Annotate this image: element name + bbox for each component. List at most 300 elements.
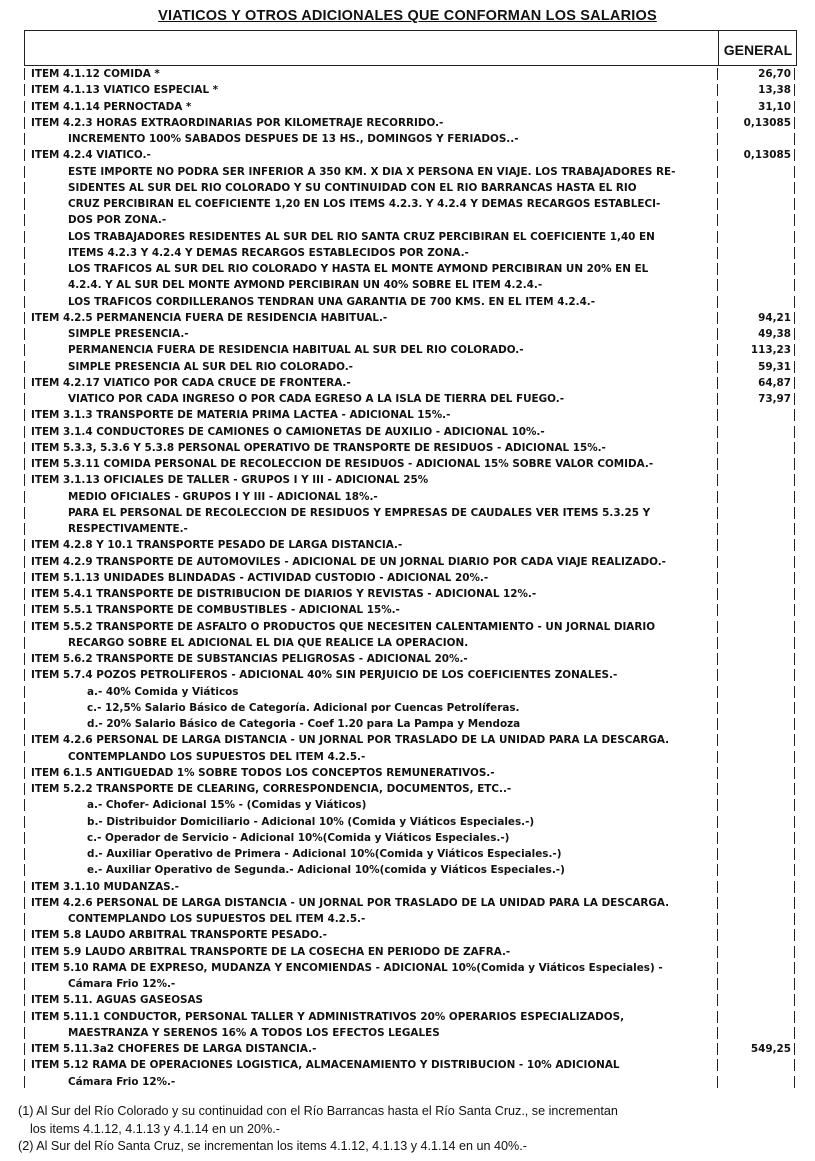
row-left-rule	[24, 572, 25, 584]
row-middle-rule	[717, 361, 718, 373]
row-text: LOS TRAFICOS AL SUR DEL RIO COLORADO Y HASTA EL MONTE AYMOND PERCIBIRAN UN 20% EN EL	[68, 263, 649, 275]
row-middle-rule	[717, 913, 718, 925]
row-value-general: 64,87	[758, 376, 791, 389]
table-row	[0, 180, 815, 196]
table-row	[0, 797, 815, 813]
row-right-rule	[794, 474, 795, 486]
row-middle-rule	[717, 101, 718, 113]
row-left-rule	[24, 1027, 25, 1039]
row-text: RECARGO SOBRE EL ADICIONAL EL DIA QUE REALICE LA OPERACION.	[68, 636, 469, 649]
table-row	[0, 407, 815, 423]
table-row	[0, 294, 815, 310]
row-middle-rule	[717, 474, 718, 486]
table-row	[0, 781, 815, 797]
row-right-rule	[794, 669, 795, 681]
row-right-rule	[794, 686, 795, 698]
row-left-rule	[24, 669, 25, 681]
row-right-rule	[794, 637, 795, 649]
row-left-rule	[24, 523, 25, 535]
row-value-general: 94,21	[758, 311, 791, 324]
row-text: ITEM 4.1.13 VIATICO ESPECIAL *	[31, 84, 219, 97]
table-row	[0, 489, 815, 505]
row-left-rule	[24, 1043, 25, 1055]
row-middle-rule	[717, 182, 718, 194]
row-middle-rule	[717, 214, 718, 226]
table-row	[0, 830, 815, 846]
row-right-rule	[794, 864, 795, 876]
row-right-rule	[794, 296, 795, 308]
row-middle-rule	[717, 1059, 718, 1071]
row-middle-rule	[717, 133, 718, 145]
row-right-rule	[794, 344, 795, 356]
table-row	[0, 310, 815, 326]
row-text: MEDIO OFICIALES - GRUPOS I Y III - ADICIONAL 18%.-	[68, 490, 378, 503]
row-right-rule	[794, 442, 795, 454]
row-text: LOS TRABAJADORES RESIDENTES AL SUR DEL RIO SANTA CRUZ PERCIBIRAN EL COEFICIENTE 1,40 EN	[68, 230, 655, 243]
table-row	[0, 115, 815, 131]
row-middle-rule	[717, 864, 718, 876]
row-middle-rule	[717, 962, 718, 974]
row-middle-rule	[717, 686, 718, 698]
row-left-rule	[24, 897, 25, 909]
row-value-general: 13,38	[758, 84, 791, 97]
table-row	[0, 505, 815, 521]
row-middle-rule	[717, 604, 718, 616]
row-middle-rule	[717, 426, 718, 438]
table-row	[0, 164, 815, 180]
row-left-rule	[24, 929, 25, 941]
row-left-rule	[24, 149, 25, 161]
row-text: ITEM 3.1.3 TRANSPORTE DE MATERIA PRIMA LACTEA - ADICIONAL 15%.-	[31, 409, 451, 422]
row-left-rule	[24, 491, 25, 503]
row-text: ITEM 4.1.12 COMIDA *	[31, 68, 160, 80]
row-middle-rule	[717, 491, 718, 503]
row-middle-rule	[717, 816, 718, 828]
row-text: ITEM 5.3.11 COMIDA PERSONAL DE RECOLECCION DE RESIDUOS - ADICIONAL 15% SOBRE VALOR COMIDA.-	[31, 458, 654, 470]
row-text: ITEM 6.1.5 ANTIGUEDAD 1% SOBRE TODOS LOS CONCEPTOS REMUNERATIVOS.-	[31, 766, 495, 779]
table-row	[0, 895, 815, 911]
row-left-rule	[24, 117, 25, 129]
row-value-general: 0,13085	[743, 116, 791, 129]
row-left-rule	[24, 198, 25, 210]
row-right-rule	[794, 799, 795, 811]
row-middle-rule	[717, 572, 718, 584]
row-text: LOS TRAFICOS CORDILLERANOS TENDRAN UNA GARANTIA DE 700 KMS. EN EL ITEM 4.2.4.-	[68, 295, 596, 308]
table-row	[0, 277, 815, 293]
row-right-rule	[794, 458, 795, 470]
row-text: d.- Auxiliar Operativo de Primera - Adicional 10%(Comida y Viáticos Especiales.-)	[87, 848, 562, 860]
row-text: ITEM 5.6.2 TRANSPORTE DE SUBSTANCIAS PELIGROSAS - ADICIONAL 20%.-	[31, 653, 468, 665]
row-middle-rule	[717, 442, 718, 454]
table-row	[0, 82, 815, 98]
row-middle-rule	[717, 897, 718, 909]
row-text: ITEM 5.5.1 TRANSPORTE DE COMBUSTIBLES - ADICIONAL 15%.-	[31, 604, 400, 617]
row-text: ITEM 5.2.2 TRANSPORTE DE CLEARING, CORRESPONDENCIA, DOCUMENTOS, ETC..-	[31, 783, 512, 795]
table-row	[0, 456, 815, 472]
row-left-rule	[24, 214, 25, 226]
table-row	[0, 1074, 815, 1090]
row-text: e.- Auxiliar Operativo de Segunda.- Adicional 10%(comida y Viáticos Especiales.-)	[87, 864, 565, 877]
row-right-rule	[794, 929, 795, 941]
row-left-rule	[24, 604, 25, 616]
table-row	[0, 732, 815, 748]
row-text: PARA EL PERSONAL DE RECOLECCION DE RESIDUOS Y EMPRESAS DE CAUDALES VER ITEMS 5.3.25 Y	[68, 506, 651, 519]
row-right-rule	[794, 702, 795, 714]
row-left-rule	[24, 84, 25, 96]
table-row	[0, 814, 815, 830]
row-right-rule	[794, 881, 795, 893]
row-text: ITEM 5.9 LAUDO ARBITRAL TRANSPORTE DE LA COSECHA EN PERIODO DE ZAFRA.-	[31, 945, 511, 958]
table-row	[0, 375, 815, 391]
row-right-rule	[794, 572, 795, 584]
table-row	[0, 846, 815, 862]
table-row	[0, 440, 815, 456]
row-text: d.- 20% Salario Básico de Categoria - Coef 1.20 para La Pampa y Mendoza	[87, 718, 521, 730]
row-middle-rule	[717, 117, 718, 129]
table-row	[0, 99, 815, 115]
row-left-rule	[24, 133, 25, 145]
row-text: c.- Operador de Servicio - Adicional 10%(Comida y Viáticos Especiales.-)	[87, 831, 510, 844]
footnote-1: (1) Al Sur del Río Colorado y su continuidad con el Río Barrancas hasta el Río Santa Cruz., se incrementan	[18, 1104, 618, 1118]
row-right-rule	[794, 361, 795, 373]
row-right-rule	[794, 426, 795, 438]
table-row	[0, 196, 815, 212]
row-left-rule	[24, 848, 25, 860]
row-text: ITEM 4.2.3 HORAS EXTRAORDINARIAS POR KILOMETRAJE RECORRIDO.-	[31, 116, 444, 129]
row-text: ITEM 3.1.10 MUDANZAS.-	[31, 880, 179, 893]
column-header-general: GENERAL	[723, 42, 793, 58]
row-text: ITEM 5.5.2 TRANSPORTE DE ASFALTO O PRODUCTOS QUE NECESITEN CALENTAMIENTO - UN JORNAL DIARIO	[31, 620, 656, 633]
table-row	[0, 570, 815, 586]
row-right-rule	[794, 409, 795, 421]
row-text: RESPECTIVAMENTE.-	[68, 523, 188, 535]
row-left-rule	[24, 539, 25, 551]
row-text: c.- 12,5% Salario Básico de Categoría. Adicional por Cuencas Petrolíferas.	[87, 701, 520, 714]
row-right-rule	[794, 848, 795, 860]
row-middle-rule	[717, 881, 718, 893]
table-row	[0, 521, 815, 537]
row-middle-rule	[717, 588, 718, 600]
row-right-rule	[794, 913, 795, 925]
row-middle-rule	[717, 68, 718, 80]
row-middle-rule	[717, 231, 718, 243]
row-middle-rule	[717, 149, 718, 161]
row-left-rule	[24, 68, 25, 80]
row-left-rule	[24, 474, 25, 486]
table-row	[0, 992, 815, 1008]
footnotes	[18, 1103, 808, 1156]
row-text: SIDENTES AL SUR DEL RIO COLORADO Y SU CONTINUIDAD CON EL RIO BARRANCAS HASTA EL RIO	[68, 181, 637, 194]
row-text: SIMPLE PRESENCIA.-	[68, 328, 189, 340]
table-row	[0, 635, 815, 651]
table-row	[0, 261, 815, 277]
row-middle-rule	[717, 669, 718, 681]
table-row	[0, 976, 815, 992]
row-left-rule	[24, 767, 25, 779]
row-right-rule	[794, 1043, 795, 1055]
row-left-rule	[24, 734, 25, 746]
row-right-rule	[794, 588, 795, 600]
row-middle-rule	[717, 263, 718, 275]
row-right-rule	[794, 279, 795, 291]
row-left-rule	[24, 377, 25, 389]
row-left-rule	[24, 621, 25, 633]
row-right-rule	[794, 523, 795, 535]
row-text: ITEM 5.3.3, 5.3.6 Y 5.3.8 PERSONAL OPERATIVO DE TRANSPORTE DE RESIDUOS - ADICIONAL 15%.-	[31, 441, 606, 454]
row-left-rule	[24, 751, 25, 763]
row-right-rule	[794, 832, 795, 844]
row-right-rule	[794, 604, 795, 616]
table-row	[0, 684, 815, 700]
row-middle-rule	[717, 702, 718, 714]
row-right-rule	[794, 994, 795, 1006]
table-row	[0, 537, 815, 553]
row-right-rule	[794, 393, 795, 405]
row-right-rule	[794, 1011, 795, 1023]
row-left-rule	[24, 864, 25, 876]
table-row	[0, 391, 815, 407]
row-value-general: 0,13085	[743, 149, 791, 162]
row-right-rule	[794, 263, 795, 275]
row-right-rule	[794, 328, 795, 340]
row-left-rule	[24, 296, 25, 308]
row-middle-rule	[717, 377, 718, 389]
row-middle-rule	[717, 84, 718, 96]
table-row	[0, 131, 815, 147]
row-left-rule	[24, 994, 25, 1006]
row-middle-rule	[717, 653, 718, 665]
row-left-rule	[24, 1011, 25, 1023]
row-left-rule	[24, 718, 25, 730]
row-left-rule	[24, 409, 25, 421]
row-right-rule	[794, 214, 795, 226]
row-value-general: 49,38	[758, 328, 791, 340]
row-right-rule	[794, 783, 795, 795]
row-right-rule	[794, 556, 795, 568]
row-left-rule	[24, 458, 25, 470]
row-right-rule	[794, 377, 795, 389]
table-row	[0, 862, 815, 878]
row-right-rule	[794, 117, 795, 129]
row-right-rule	[794, 198, 795, 210]
row-left-rule	[24, 1076, 25, 1088]
row-left-rule	[24, 799, 25, 811]
row-left-rule	[24, 442, 25, 454]
row-left-rule	[24, 946, 25, 958]
row-left-rule	[24, 361, 25, 373]
table-row	[0, 911, 815, 927]
row-left-rule	[24, 182, 25, 194]
row-left-rule	[24, 279, 25, 291]
row-middle-rule	[717, 978, 718, 990]
row-left-rule	[24, 832, 25, 844]
row-right-rule	[794, 816, 795, 828]
row-middle-rule	[717, 539, 718, 551]
row-right-rule	[794, 946, 795, 958]
row-text: 4.2.4. Y AL SUR DEL MONTE AYMOND PERCIBIRAN UN 40% SOBRE EL ITEM 4.2.4.-	[68, 279, 543, 292]
row-text: ITEM 5.10 RAMA DE EXPRESO, MUDANZA Y ENCOMIENDAS - ADICIONAL 10%(Comida y Viáticos Especiales) -	[31, 961, 663, 974]
table-row	[0, 245, 815, 261]
row-right-rule	[794, 133, 795, 145]
row-middle-rule	[717, 296, 718, 308]
row-text: Cámara Frio 12%.-	[68, 1075, 176, 1088]
table-row	[0, 651, 815, 667]
row-text: Cámara Frio 12%.-	[68, 978, 176, 990]
table-row	[0, 212, 815, 228]
row-right-rule	[794, 734, 795, 746]
row-left-rule	[24, 101, 25, 113]
row-text: ITEM 5.7.4 POZOS PETROLIFEROS - ADICIONAL 40% SIN PERJUICIO DE LOS COEFICIENTES ZONALES.-	[31, 669, 618, 682]
row-right-rule	[794, 1027, 795, 1039]
table-row	[0, 667, 815, 683]
table-row	[0, 472, 815, 488]
table-row	[0, 424, 815, 440]
row-text: ITEM 3.1.13 OFICIALES DE TALLER - GRUPOS I Y III - ADICIONAL 25%	[31, 474, 429, 487]
row-middle-rule	[717, 328, 718, 340]
row-left-rule	[24, 637, 25, 649]
row-right-rule	[794, 767, 795, 779]
row-value-general: 73,97	[758, 393, 791, 405]
table-row	[0, 765, 815, 781]
row-text: ITEM 4.2.17 VIATICO POR CADA CRUCE DE FRONTERA.-	[31, 376, 351, 389]
row-right-rule	[794, 1059, 795, 1071]
row-middle-rule	[717, 767, 718, 779]
row-value-general: 59,31	[758, 360, 791, 373]
row-left-rule	[24, 344, 25, 356]
row-text: ESTE IMPORTE NO PODRA SER INFERIOR A 350 KM. X DIA X PERSONA EN VIAJE. LOS TRABAJADORES RE-	[68, 165, 676, 178]
row-text: ITEM 4.2.6 PERSONAL DE LARGA DISTANCIA - UN JORNAL POR TRASLADO DE LA UNIDAD PARA LA DESCARGA.	[31, 734, 670, 747]
row-text: ITEM 3.1.4 CONDUCTORES DE CAMIONES O CAMIONETAS DE AUXILIO - ADICIONAL 10%.-	[31, 425, 545, 438]
row-right-rule	[794, 1076, 795, 1088]
row-right-rule	[794, 962, 795, 974]
row-text: ITEM 4.2.8 Y 10.1 TRANSPORTE PESADO DE LARGA DISTANCIA.-	[31, 539, 403, 552]
row-text: ITEM 4.2.5 PERMANENCIA FUERA DE RESIDENCIA HABITUAL.-	[31, 311, 388, 324]
row-left-rule	[24, 686, 25, 698]
row-middle-rule	[717, 799, 718, 811]
row-text: ITEM 4.2.6 PERSONAL DE LARGA DISTANCIA - UN JORNAL POR TRASLADO DE LA UNIDAD PARA LA DESCARGA.	[31, 896, 670, 909]
table-row	[0, 66, 815, 82]
row-right-rule	[794, 247, 795, 259]
row-right-rule	[794, 491, 795, 503]
table-row	[0, 1009, 815, 1025]
row-right-rule	[794, 718, 795, 730]
row-middle-rule	[717, 832, 718, 844]
row-middle-rule	[717, 751, 718, 763]
row-left-rule	[24, 263, 25, 275]
row-left-rule	[24, 328, 25, 340]
table-row	[0, 1025, 815, 1041]
row-text: VIATICO POR CADA INGRESO O POR CADA EGRESO A LA ISLA DE TIERRA DEL FUEGO.-	[68, 393, 565, 405]
table-row	[0, 554, 815, 570]
row-right-rule	[794, 507, 795, 519]
row-right-rule	[794, 897, 795, 909]
row-left-rule	[24, 231, 25, 243]
row-text: b.- Distribuidor Domiciliario - Adicional 10% (Comida y Viáticos Especiales.-)	[87, 815, 535, 828]
row-middle-rule	[717, 783, 718, 795]
row-middle-rule	[717, 718, 718, 730]
row-left-rule	[24, 588, 25, 600]
row-left-rule	[24, 783, 25, 795]
row-text: ITEM 5.11.3a2 CHOFERES DE LARGA DISTANCIA.-	[31, 1043, 317, 1055]
row-text: CONTEMPLANDO LOS SUPUESTOS DEL ITEM 4.2.5.-	[68, 750, 366, 763]
table-row	[0, 229, 815, 245]
footnote-1-continuation: los items 4.1.12, 4.1.13 y 4.1.14 en un 20%.-	[30, 1121, 280, 1136]
row-text: ITEM 4.1.14 PERNOCTADA *	[31, 100, 192, 113]
table-row	[0, 749, 815, 765]
table-row	[0, 1057, 815, 1073]
row-middle-rule	[717, 507, 718, 519]
row-left-rule	[24, 556, 25, 568]
row-right-rule	[794, 539, 795, 551]
row-middle-rule	[717, 994, 718, 1006]
row-text: a.- 40% Comida y Viáticos	[87, 685, 239, 698]
table-row	[0, 619, 815, 635]
row-middle-rule	[717, 848, 718, 860]
table-row	[0, 359, 815, 375]
row-text: MAESTRANZA Y SERENOS 16% A TODOS LOS EFECTOS LEGALES	[68, 1026, 440, 1039]
row-text: ITEM 5.1.13 UNIDADES BLINDADAS - ACTIVIDAD CUSTODIO - ADICIONAL 20%.-	[31, 571, 489, 584]
row-text: ITEM 5.12 RAMA DE OPERACIONES LOGISTICA, ALMACENAMIENTO Y DISTRIBUCION - 10% ADICIONAL	[31, 1059, 620, 1072]
row-left-rule	[24, 312, 25, 324]
row-value-general: 549,25	[750, 1043, 791, 1055]
row-left-rule	[24, 166, 25, 178]
row-right-rule	[794, 621, 795, 633]
items-table	[0, 66, 815, 1090]
row-middle-rule	[717, 556, 718, 568]
page-title: VIATICOS Y OTROS ADICIONALES QUE CONFORMAN LOS SALARIOS	[158, 8, 657, 24]
row-left-rule	[24, 653, 25, 665]
footnote-2: (2) Al Sur del Río Santa Cruz, se incrementan los items 4.1.12, 4.1.13 y 4.1.14 en un 40%.-	[18, 1139, 527, 1153]
table-row	[0, 879, 815, 895]
table-row	[0, 1041, 815, 1057]
row-text: ITEM 4.2.9 TRANSPORTE DE AUTOMOVILES - ADICIONAL DE UN JORNAL DIARIO POR CADA VIAJE REALIZADO.-	[31, 555, 666, 568]
row-text: a.- Chofer- Adicional 15% - (Comidas y Viáticos)	[87, 799, 367, 812]
row-middle-rule	[717, 1011, 718, 1023]
row-middle-rule	[717, 621, 718, 633]
row-text: CRUZ PERCIBIRAN EL COEFICIENTE 1,20 EN LOS ITEMS 4.2.3. Y 4.2.4 Y DEMAS RECARGOS ESTABLECI-	[68, 198, 661, 210]
row-middle-rule	[717, 198, 718, 210]
row-middle-rule	[717, 1027, 718, 1039]
row-right-rule	[794, 231, 795, 243]
row-left-rule	[24, 247, 25, 259]
row-middle-rule	[717, 946, 718, 958]
row-right-rule	[794, 653, 795, 665]
row-value-general: 113,23	[750, 344, 791, 357]
table-row	[0, 716, 815, 732]
row-right-rule	[794, 149, 795, 161]
row-text: INCREMENTO 100% SABADOS DESPUES DE 13 HS., DOMINGOS Y FERIADOS..-	[68, 133, 519, 145]
table-row	[0, 326, 815, 342]
row-middle-rule	[717, 637, 718, 649]
row-left-rule	[24, 393, 25, 405]
table-row	[0, 960, 815, 976]
row-right-rule	[794, 182, 795, 194]
row-middle-rule	[717, 247, 718, 259]
row-middle-rule	[717, 523, 718, 535]
row-right-rule	[794, 68, 795, 80]
row-middle-rule	[717, 929, 718, 941]
row-middle-rule	[717, 279, 718, 291]
row-left-rule	[24, 426, 25, 438]
row-left-rule	[24, 816, 25, 828]
table-row	[0, 927, 815, 943]
row-text: ITEM 5.11. AGUAS GASEOSAS	[31, 994, 204, 1007]
row-text: ITEMS 4.2.3 Y 4.2.4 Y DEMAS RECARGOS ESTABLECIDOS POR ZONA.-	[68, 246, 469, 259]
row-text: PERMANENCIA FUERA DE RESIDENCIA HABITUAL AL SUR DEL RIO COLORADO.-	[68, 344, 524, 357]
row-right-rule	[794, 751, 795, 763]
table-row	[0, 700, 815, 716]
row-middle-rule	[717, 458, 718, 470]
